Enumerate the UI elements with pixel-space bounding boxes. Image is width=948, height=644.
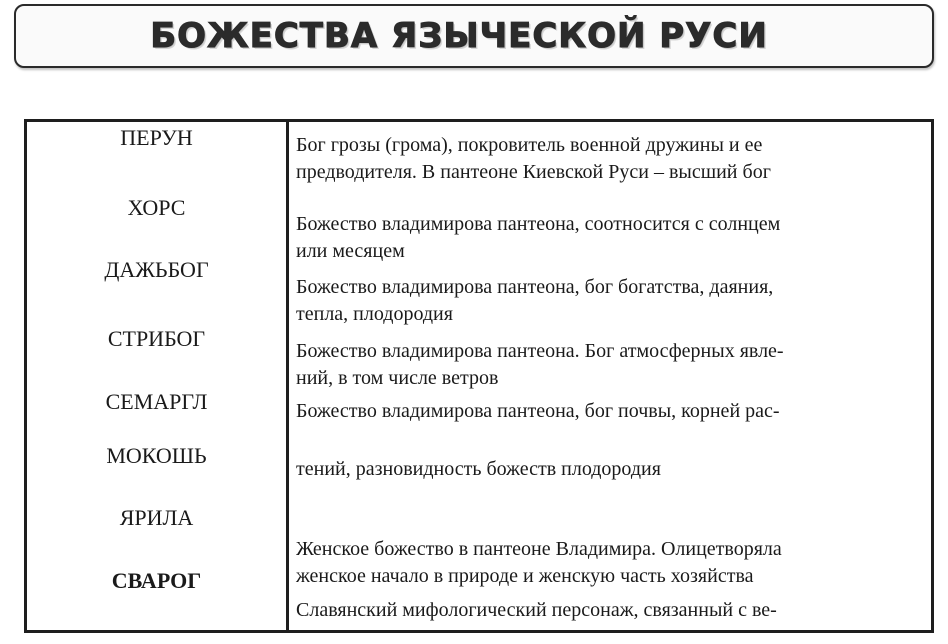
description-line: Божество владимирова пантеона, бог богатства, даяния, [296, 276, 774, 298]
deity-name-mokosh: МОКОШЬ [106, 443, 207, 468]
description-line: ний, в том числе ветров [296, 367, 499, 389]
description-line: женское начало в природе и женскую часть хозяйства [296, 565, 754, 587]
description-line: Бог грозы (грома), покровитель военной дружины и ее [296, 134, 763, 156]
description-line: предводителя. В пантеоне Киевской Руси – высший бог [296, 161, 771, 183]
description-line: или месяцем [296, 240, 405, 262]
description-line: Божество владимирова пантеона, бог почвы, корней рас- [296, 400, 780, 422]
description-line: тепла, плодородия [296, 303, 453, 325]
deity-name-semargl: СЕМАРГЛ [105, 389, 208, 414]
column-divider [286, 122, 289, 630]
title-box [14, 4, 934, 68]
description-line: Божество владимирова пантеона, соотносится с солнцем [296, 213, 781, 235]
deity-name-yarila: ЯРИЛА [119, 505, 194, 530]
deity-name-perun: ПЕРУН [120, 125, 193, 150]
description-line: тений, разновидность божеств плодородия [296, 458, 661, 480]
deity-name-khors: ХОРС [127, 195, 186, 220]
description-line: Божество владимирова пантеона. Бог атмосферных явле- [296, 340, 784, 362]
deity-name-stribog: СТРИБОГ [107, 326, 206, 351]
deity-name-dazhbog: ДАЖЬБОГ [104, 257, 209, 282]
deity-name-svarog: СВАРОГ [111, 568, 202, 593]
description-line: Славянский мифологический персонаж, связанный с ве- [296, 599, 777, 621]
description-line: Женское божество в пантеоне Владимира. Олицетворяла [296, 538, 782, 560]
page-title: БОЖЕСТВА ЯЗЫЧЕСКОЙ РУСИ [150, 16, 768, 56]
